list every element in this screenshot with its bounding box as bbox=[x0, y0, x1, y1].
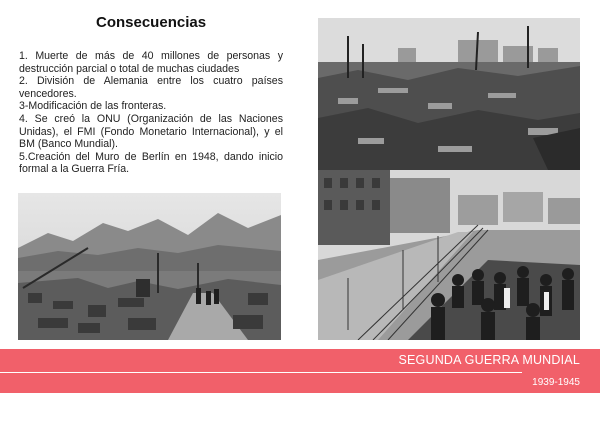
footer-divider bbox=[0, 372, 522, 373]
slide-title: Consecuencias bbox=[96, 14, 207, 31]
destroyed-city-photo bbox=[318, 18, 580, 170]
berlin-wall-photo bbox=[318, 170, 580, 340]
footer-years: 1939-1945 bbox=[532, 377, 580, 388]
footer-title: SEGUNDA GUERRA MUNDIAL bbox=[398, 353, 580, 367]
list-item: 4. Se creó la ONU (Organización de las Naciones Unidas), el FMI (Fondo Monetario Internacional), y el BM (Banco Mundial). bbox=[19, 112, 283, 151]
list-item: 2. División de Alemania entre los cuatro países vencedores. bbox=[19, 75, 283, 100]
list-item: 5.Creación del Muro de Berlín en 1948, dando inicio formal a la Guerra Fría. bbox=[19, 150, 283, 176]
consequences-list bbox=[19, 50, 283, 176]
list-item: 1. Muerte de más de 40 millones de personas y destrucción parcial o total de muchas ciudades bbox=[19, 50, 283, 75]
ruins-photo bbox=[18, 193, 281, 340]
list-item: 3-Modificación de las fronteras. bbox=[19, 100, 167, 113]
